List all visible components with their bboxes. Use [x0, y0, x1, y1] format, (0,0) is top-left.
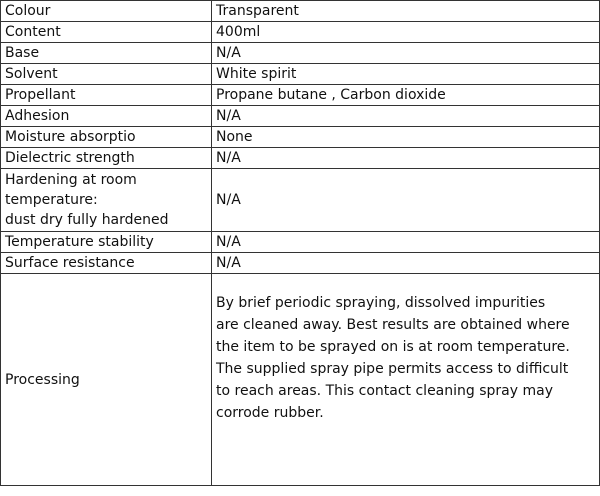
row-label-propellant: Propellant [1, 85, 212, 106]
row-label-base: Base [1, 43, 212, 64]
row-value-hardening: N/A [212, 169, 600, 232]
row-value-solvent: White spirit [212, 64, 600, 85]
row-value-dielectric: N/A [212, 148, 600, 169]
paragraph-line: to reach areas. This contact cleaning spray may [216, 383, 553, 399]
row-label-dielectric: Dielectric strength [1, 148, 212, 169]
table-row [1, 169, 600, 232]
row-label-content: Content [1, 22, 212, 43]
table-row [1, 106, 600, 127]
label-line: dust dry fully hardened [5, 212, 169, 228]
row-value-temperature-stability: N/A [212, 232, 600, 253]
paragraph-line: By brief periodic spraying, dissolved impurities [216, 295, 546, 311]
label-line: temperature: [5, 192, 98, 208]
row-value-content: 400ml [212, 22, 600, 43]
row-label-surface-resistance: Surface resistance [1, 253, 212, 274]
row-label-moisture: Moisture absorptio [1, 127, 212, 148]
row-label-temperature-stability: Temperature stability [1, 232, 212, 253]
table-row [1, 1, 600, 22]
paragraph-line: The supplied spray pipe permits access to difficult [216, 361, 569, 377]
paragraph-line: are cleaned away. Best results are obtained where [216, 317, 570, 333]
table-row [1, 85, 600, 106]
row-value-colour: Transparent [212, 1, 600, 22]
row-label-solvent: Solvent [1, 64, 212, 85]
table-row [1, 274, 600, 486]
table-row [1, 148, 600, 169]
row-label-hardening [1, 169, 212, 232]
table-row [1, 64, 600, 85]
row-value-adhesion: N/A [212, 106, 600, 127]
row-label-adhesion: Adhesion [1, 106, 212, 127]
row-value-moisture: None [212, 127, 600, 148]
table-row [1, 22, 600, 43]
row-value-surface-resistance: N/A [212, 253, 600, 274]
row-label-colour: Colour [1, 1, 212, 22]
row-value-processing [212, 274, 600, 486]
paragraph-line: corrode rubber. [216, 405, 324, 421]
row-label-processing: Processing [1, 274, 212, 486]
row-value-propellant: Propane butane , Carbon dioxide [212, 85, 600, 106]
table-row [1, 127, 600, 148]
row-value-base: N/A [212, 43, 600, 64]
paragraph-line: the item to be sprayed on is at room temperature. [216, 339, 570, 355]
table-row [1, 43, 600, 64]
table-row [1, 232, 600, 253]
label-line: Hardening at room [5, 172, 137, 188]
table-row [1, 253, 600, 274]
